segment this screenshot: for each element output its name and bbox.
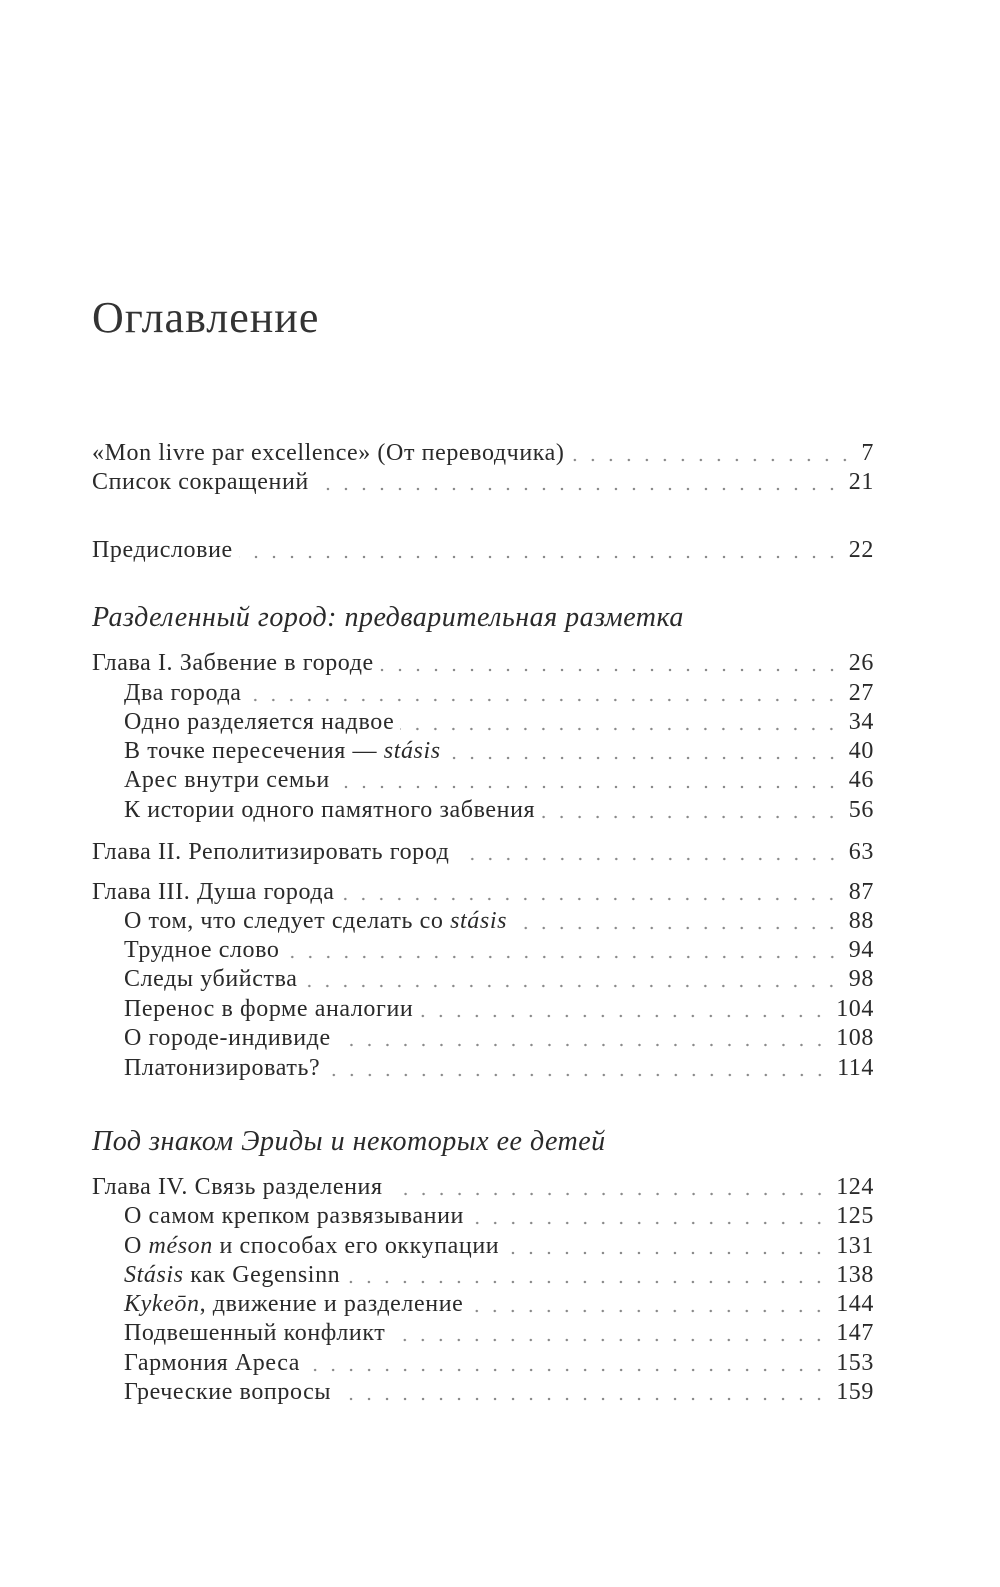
toc-entry-preface[interactable]	[92, 535, 874, 565]
toc-entry-section[interactable]	[124, 1260, 874, 1290]
dot-leader	[326, 1073, 829, 1077]
toc-entry-section[interactable]	[124, 964, 874, 994]
dot-leader	[513, 926, 841, 930]
entry-title: Глава II. Реполитизировать город	[92, 839, 450, 865]
toc-entry-section[interactable]	[124, 795, 874, 825]
toc-entry-section[interactable]	[124, 1053, 874, 1083]
dot-leader	[400, 727, 840, 731]
entry-title: Два города	[124, 680, 242, 706]
entry-title: Трудное слово	[124, 937, 280, 963]
toc-entry-section[interactable]	[124, 994, 874, 1024]
toc-entry-section[interactable]	[124, 765, 874, 795]
entry-title	[124, 1289, 463, 1319]
page-number: 7	[861, 440, 874, 466]
page-number: 153	[836, 1350, 874, 1376]
entry-title	[124, 906, 507, 936]
page-number: 147	[836, 1320, 874, 1346]
toc-entry-chapter-3[interactable]	[92, 877, 874, 907]
entry-title: Глава IV. Связь разделения	[92, 1174, 383, 1200]
toc-entry-section[interactable]	[124, 1023, 874, 1053]
page-number: 144	[836, 1291, 874, 1317]
entry-title: Перенос в форме аналогии	[124, 996, 414, 1022]
entry-title: Платонизировать?	[124, 1055, 321, 1081]
page-number: 27	[848, 680, 874, 706]
entry-title-italic: Stásis	[124, 1262, 184, 1288]
entry-title-italic: stásis	[383, 738, 441, 764]
toc-entry-section[interactable]	[124, 1289, 874, 1319]
section-heading-part1: Разделенный город: предварительная разметка	[92, 602, 684, 633]
page-number: 46	[848, 767, 874, 793]
entry-title-text: В точке пересечения —	[124, 738, 384, 764]
entry-title-text: и способах его оккупации	[212, 1233, 500, 1259]
dot-leader	[247, 698, 840, 702]
dot-leader	[336, 785, 841, 789]
page-number: 104	[836, 996, 874, 1022]
dot-leader	[303, 984, 840, 988]
toc-entry-abbreviations[interactable]	[92, 467, 874, 497]
entry-title	[124, 736, 441, 766]
entry-title: О самом крепком развязывании	[124, 1203, 464, 1229]
dot-leader	[469, 1309, 828, 1313]
entry-title: Предисловие	[92, 537, 233, 563]
entry-title: Подвешенный конфликт	[124, 1320, 386, 1346]
dot-leader	[337, 1043, 828, 1047]
toc-entry-section[interactable]	[124, 1348, 874, 1378]
page-number: 98	[848, 966, 874, 992]
page-number: 63	[848, 839, 874, 865]
toc-entry-section[interactable]	[124, 707, 874, 737]
page-number: 21	[848, 469, 874, 495]
toc-entry-section[interactable]	[124, 1318, 874, 1348]
section-heading-part2: Под знаком Эриды и некоторых ее детей	[92, 1126, 606, 1157]
dot-leader	[337, 1397, 828, 1401]
dot-leader	[389, 1192, 829, 1196]
dot-leader	[456, 857, 841, 861]
dot-leader	[419, 1014, 828, 1018]
entry-title-italic: méson	[148, 1233, 213, 1259]
page-number: 159	[836, 1379, 874, 1405]
page-number: 40	[848, 738, 874, 764]
page-number: 138	[836, 1262, 874, 1288]
page-number: 22	[848, 537, 874, 563]
dot-leader	[380, 668, 841, 672]
toc-entry-section[interactable]	[124, 1201, 874, 1231]
page-number: 124	[836, 1174, 874, 1200]
toc-entry-section[interactable]	[124, 935, 874, 965]
page-number: 34	[848, 709, 874, 735]
dot-leader	[306, 1368, 828, 1372]
toc-entry-section[interactable]	[124, 1231, 874, 1261]
toc-entry-chapter-4[interactable]	[92, 1172, 874, 1202]
page-number: 94	[848, 937, 874, 963]
dot-leader	[346, 1280, 828, 1284]
toc-entry-chapter-1[interactable]	[92, 648, 874, 678]
page-number: 88	[848, 908, 874, 934]
page-number: 131	[836, 1233, 874, 1259]
entry-title: Гармония Ареса	[124, 1350, 301, 1376]
entry-title	[124, 1231, 499, 1261]
dot-leader	[470, 1221, 828, 1225]
dot-leader	[340, 897, 840, 901]
entry-title-italic: Kykeōn	[124, 1291, 200, 1317]
entry-title: Глава I. Забвение в городе	[92, 650, 374, 676]
dot-leader	[447, 756, 841, 760]
dot-leader	[315, 487, 841, 491]
dot-leader	[505, 1251, 828, 1255]
toc-entry-section[interactable]	[124, 736, 874, 766]
entry-title: Арес внутри семьи	[124, 767, 330, 793]
dot-leader	[571, 458, 854, 462]
toc-entry-section[interactable]	[124, 678, 874, 708]
entry-title	[124, 1260, 340, 1290]
page-number: 108	[836, 1025, 874, 1051]
dot-leader	[541, 815, 841, 819]
toc-entry-section[interactable]	[124, 906, 874, 936]
toc-entry-chapter-2[interactable]	[92, 837, 874, 867]
entry-title-text: , движение и разделение	[199, 1291, 464, 1317]
entry-title-italic: stásis	[450, 908, 508, 934]
entry-title-text: О	[124, 1233, 149, 1259]
page-number: 114	[837, 1055, 874, 1081]
entry-title: Греческие вопросы	[124, 1379, 332, 1405]
dot-leader	[239, 555, 841, 559]
entry-title-text: О том, что следует сделать со	[124, 908, 451, 934]
entry-title: Глава III. Душа города	[92, 879, 335, 905]
page-title: Оглавление	[92, 293, 320, 342]
entry-title: Одно разделяется надвое	[124, 709, 395, 735]
entry-title: О городе-индивиде	[124, 1025, 331, 1051]
toc-entry-translator-note[interactable]	[92, 438, 874, 468]
entry-title: К истории одного памятного забвения	[124, 797, 536, 823]
page-number: 87	[848, 879, 874, 905]
page-number: 56	[848, 797, 874, 823]
entry-title: Следы убийства	[124, 966, 298, 992]
dot-leader	[286, 955, 841, 959]
page-number: 125	[836, 1203, 874, 1229]
entry-title: Список сокращений	[92, 469, 309, 495]
page-number: 26	[848, 650, 874, 676]
entry-title-text: как Gegensinn	[183, 1262, 341, 1288]
entry-title: «Mon livre par excellence» (От переводчика)	[92, 440, 565, 466]
dot-leader	[391, 1338, 828, 1342]
toc-entry-section[interactable]	[124, 1377, 874, 1407]
